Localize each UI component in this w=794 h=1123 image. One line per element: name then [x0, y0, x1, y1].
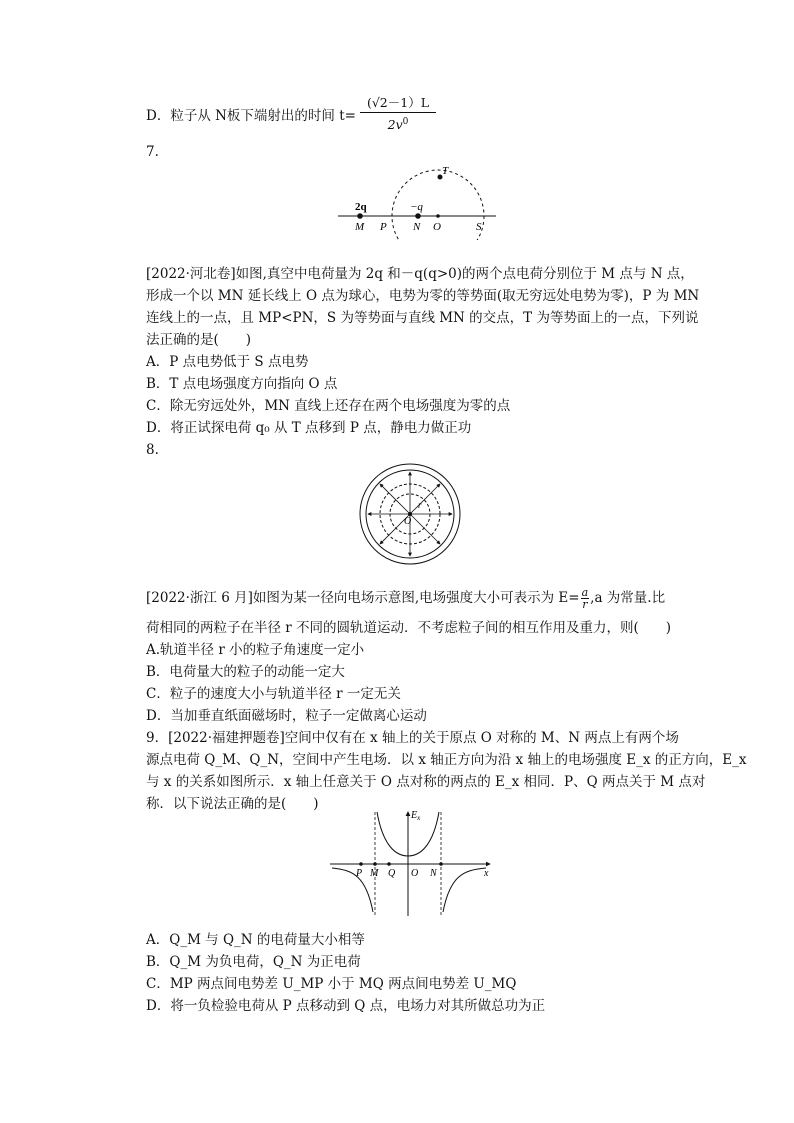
q7-figure	[330, 160, 500, 240]
q7-option-c: C．除无穷远处外，MN 直线上还存在两个电场强度为零的点	[146, 398, 511, 414]
q8-option-d: D．当加垂直纸面磁场时，粒子一定做离心运动	[146, 708, 427, 724]
q9-option-d: D．将一负检验电荷从 P 点移动到 Q 点，电场力对其所做总功为正	[146, 998, 546, 1014]
label-o: O	[404, 516, 412, 527]
q7-stem-line-4: 法正确的是( )	[146, 332, 252, 348]
label-x: x	[484, 868, 489, 879]
label-p: P	[380, 221, 387, 233]
label-n: N	[430, 868, 437, 879]
q6-formula-denominator-sub: 0	[402, 117, 409, 127]
charge-m-dot	[357, 213, 363, 219]
q8-stem-line-2: 荷相同的两粒子在半径 r 不同的圆轨道运动．不考虑粒子间的相互作用及重力，则( )	[146, 620, 672, 636]
q6-formula-denominator: 2v	[387, 117, 403, 133]
q8-option-b: B．电荷量大的粒子的动能一定大	[146, 664, 345, 680]
q8-stem-pre: [2022·浙江 6 月]如图为某一径向电场示意图,电场强度大小可表示为 E=	[146, 590, 580, 606]
label-p: P	[356, 868, 363, 879]
q8-fraction	[581, 587, 590, 610]
q6-option-d-text: D．粒子从 N板下端射出的时间 t=	[146, 108, 356, 124]
label-n: N	[413, 221, 421, 233]
q6-formula	[358, 94, 438, 134]
q8-figure	[358, 462, 462, 566]
q9-stem-line-3: 与 x 的关系如图所示．x 轴上任意关于 O 点对称的两点的 E_x 相同．P、Q 两点关于 M 点对	[146, 774, 706, 790]
label-q: Q	[388, 868, 396, 879]
q7-option-b: B．T 点电场强度方向指向 O 点	[146, 376, 338, 392]
q8-fraction-num: a	[581, 586, 589, 599]
q9-stem-line-4: 称．以下说法正确的是( )	[146, 796, 319, 812]
q8-number: 8.	[146, 442, 159, 458]
label-minus-q: −q	[410, 201, 423, 213]
label-m: M	[355, 221, 365, 233]
q8-fraction-den: r	[582, 598, 588, 611]
q8-option-a: A.轨道半径 r 小的粒子角速度一定小	[146, 642, 365, 658]
q9-figure	[328, 806, 498, 918]
q7-stem-line-3: 连线上的一点，且 MP<PN，S 为等势面与直线 MN 的交点，T 为等势面上的一点，下列说	[146, 310, 699, 326]
q7-option-d: D．将正试探电荷 q₀ 从 T 点移到 P 点，静电力做正功	[146, 420, 472, 436]
charge-n-dot	[415, 213, 421, 219]
label-m: M	[370, 868, 379, 879]
label-ex: $E_x$	[411, 810, 421, 822]
q9-option-b: B．Q_M 为负电荷，Q_N 为正电荷	[146, 954, 361, 970]
q6-option-d	[146, 106, 356, 126]
label-2q: 2q	[355, 201, 367, 213]
q9-stem-line-2: 源点电荷 Q_M、Q_N，空间中产生电场．以 x 轴正方向为沿 x 轴上的电场强度 E_x 的正方向，E_x	[146, 752, 747, 768]
q7-number: 7.	[146, 144, 159, 160]
q8-stem-post: ,a 为常量.比	[590, 590, 666, 606]
q6-formula-numerator: (√2－1）L	[366, 95, 430, 110]
label-s: S	[476, 221, 482, 233]
point-o-dot	[436, 214, 440, 218]
q8-stem-line-1	[146, 587, 665, 610]
label-o: O	[433, 221, 441, 233]
curve-left	[332, 868, 373, 912]
q7-stem-line-2: 形成一个以 MN 延长线上 O 点为球心，电势为零的等势面(取无穷远处电势为零)，P 为 MN	[146, 288, 700, 304]
label-r: r	[418, 500, 422, 510]
q9-option-c: C．MP 两点间电势差 U_MP 小于 MQ 两点间电势差 U_MQ	[146, 976, 517, 992]
q7-stem-line-1: [2022·河北卷]如图,真空中电荷量为 2q 和－q(q>0)的两个点电荷分别位于 M 点与 N 点，	[146, 266, 694, 282]
q7-option-a: A．P 点电势低于 S 点电势	[146, 354, 309, 370]
q8-option-c: C．粒子的速度大小与轨道半径 r 一定无关	[146, 686, 401, 702]
label-o: O	[411, 868, 419, 879]
curve-right	[443, 868, 486, 912]
q9-option-a: A．Q_M 与 Q_N 的电荷量大小相等	[146, 932, 365, 948]
q9-stem-line-1: 9．[2022·福建押题卷]空间中仅有在 x 轴上的关于原点 O 对称的 M、N 两点上有两个场	[146, 730, 679, 746]
label-t: T	[442, 165, 449, 177]
